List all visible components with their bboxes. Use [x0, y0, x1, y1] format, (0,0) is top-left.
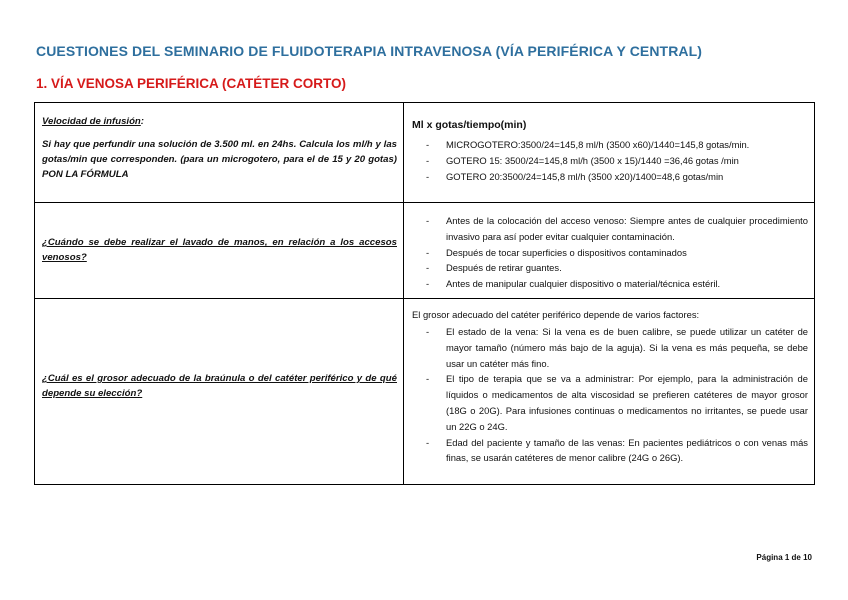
table-row	[35, 203, 815, 299]
answer-list	[412, 324, 808, 466]
document-title: CUESTIONES DEL SEMINARIO DE FLUIDOTERAPIA INTRAVENOSA (VÍA PERIFÉRICA Y CENTRAL)	[36, 43, 703, 59]
list-item: - GOTERO 15: 3500/24=145,8 ml/h (3500 x 15)/1440 =36,46 gotas /min	[426, 153, 808, 169]
list-item: - MICROGOTERO:3500/24=145,8 ml/h (3500 x60)/1440=145,8 gotas/min.	[426, 137, 808, 153]
list-item: - El tipo de terapia que se va a administrar: Por ejemplo, para la administración de líquidos o medicamentos de alta viscosidad se prefieren catéteres de mayor grosor (18G o 20G). Para infusiones continuas o medicamentos no irritantes, se puede usar un 22G o 24G.	[426, 371, 808, 434]
list-item: - Antes de la colocación del acceso venoso: Siempre antes de cualquier procedimiento invasivo para así poder evitar cualquier contaminación.	[426, 213, 808, 245]
list-item: - Edad del paciente y tamaño de las venas: En pacientes pediátricos o con venas más finas, se usarán catéteres de menor calibre (24G o 26G).	[426, 435, 808, 467]
formula-heading: Ml x gotas/tiempo(min)	[412, 119, 527, 131]
question-label: Velocidad de infusión:	[42, 116, 144, 127]
question-text: ¿Cuál es el grosor adecuado de la braúnula o del catéter periférico y de qué depende su elección?	[42, 373, 397, 399]
table-row	[35, 299, 815, 485]
answer-intro: El grosor adecuado del catéter periférico depende de varios factores:	[412, 309, 700, 320]
section-title: 1. VÍA VENOSA PERIFÉRICA (CATÉTER CORTO)	[36, 76, 347, 91]
question-text: Si hay que perfundir una solución de 3.500 ml. en 24hs. Calcula los ml/h y las gotas/min que corresponden. (para un microgotero, para el de 15 y 20 gotas) PON LA FÓRMULA	[42, 139, 397, 180]
answer-list	[412, 137, 808, 184]
qa-table	[34, 102, 815, 485]
list-item: - Después de retirar guantes.	[426, 260, 808, 276]
table-row	[35, 103, 815, 203]
answer-list	[412, 213, 808, 292]
question-cell	[35, 103, 404, 203]
answer-cell	[404, 103, 815, 203]
answer-cell	[404, 203, 815, 299]
question-text: ¿Cuándo se debe realizar el lavado de manos, en relación a los accesos venosos?	[42, 237, 397, 263]
question-cell	[35, 299, 404, 485]
page-number: Página 1 de 10	[756, 553, 812, 562]
question-cell	[35, 203, 404, 299]
list-item: - El estado de la vena: Si la vena es de buen calibre, se puede utilizar un catéter de mayor tamaño (número más bajo de la aguja). Si la vena es más pequeña, se debe usar un catéter más fino.	[426, 324, 808, 371]
answer-cell	[404, 299, 815, 485]
list-item: - Después de tocar superficies o dispositivos contaminados	[426, 245, 808, 261]
list-item: - GOTERO 20:3500/24=145,8 ml/h (3500 x20)/1400=48,6 gotas/min	[426, 169, 808, 185]
list-item: - Antes de manipular cualquier dispositivo o material/técnica estéril.	[426, 276, 808, 292]
